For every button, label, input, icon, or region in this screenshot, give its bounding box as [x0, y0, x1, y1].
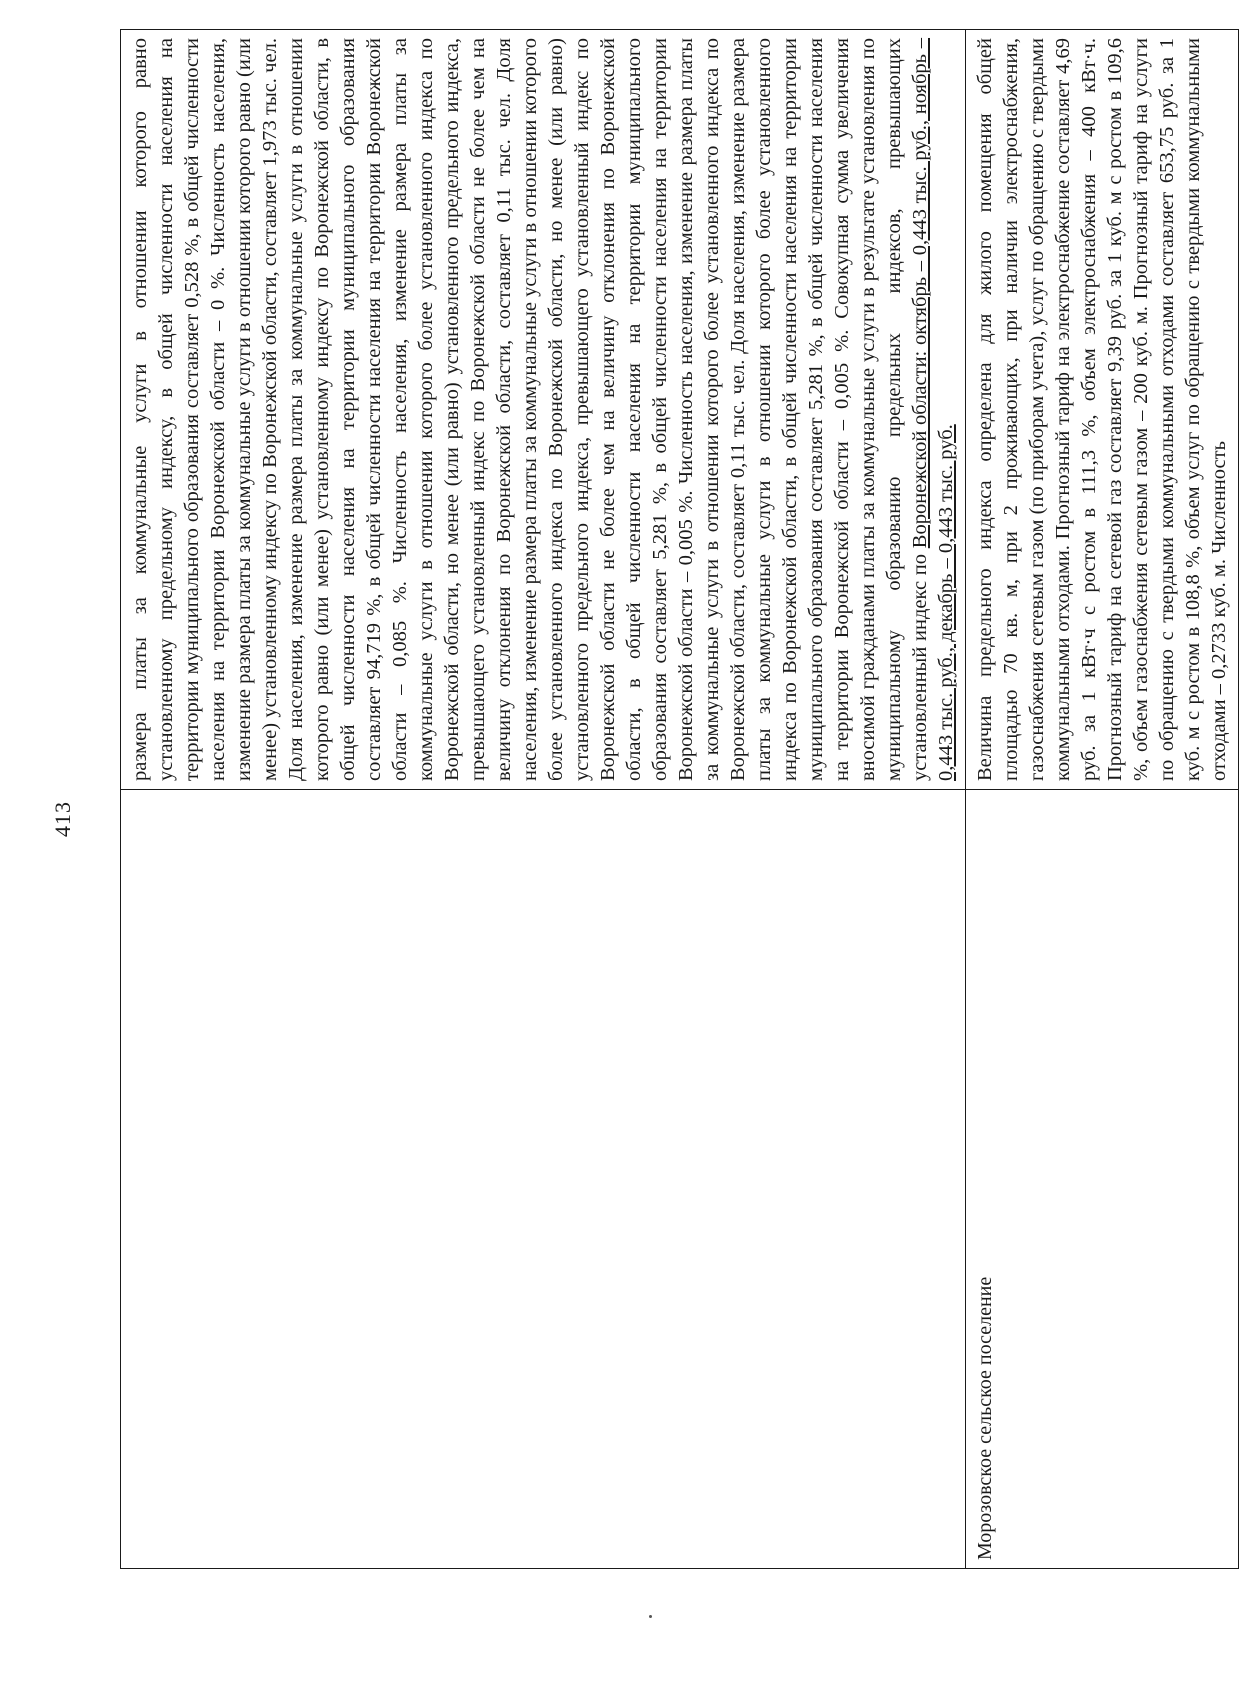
description-text-underlined: Воронежской области: октябрь – 0,443 тыс. руб., ноябрь – 0,443 тыс. руб., декабрь – 0,443 тыс. руб.: [909, 37, 957, 781]
description-cell: [121, 30, 966, 790]
description-cell: [966, 30, 1239, 790]
description-text: размера платы за коммунальные услуги в отношении которого равно установленному предельному индексу, в общей численности населения на территории муниципального образования составляет 0,528 %, в общей численности населения на территории Воронежской области – 0 %. Численность населения, изменение размера платы за коммунальные услуги в отношении которого равно (или менее) установленному индексу по Воронежской области, составляет 1,973 тыс. чел. Доля населения, изменение размера платы за коммунальные услуги в отношении которого равно (или менее) установленному индексу по Воронежской области, в общей численности населения на территории муниципального образования составляет 94,719 %, в общей численности населения на территории Воронежской области – 0,085 %. Численность населения, изменение размера платы за коммунальные услуги в отношении которого более установленного индекса по Воронежской области, но менее (или равно) установленного предельного индекса, превышающего установленный индекс по Воронежской области не более чем на величину отклонения по Воронежской области, составляет 0,11 тыс. чел. Доля населения, изменение размера платы за коммунальные услуги в отношении которого более установленного индекса по Воронежской области, но менее (или равно) установленного предельного индекса, превышающего установленный индекс по Воронежской области не более чем на величину отклонения по Воронежской области, в общей численности населения на территории муниципального образования составляет 5,281 %, в общей численности населения на территории Воронежской области – 0,005 %. Численность населения, изменение размера платы за коммунальные услуги в отношении которого более установленного индекса по Воронежской области, составляет 0,11 тыс. чел. Доля населения, изменение размера платы за коммунальные услуги в отношении которого более установленного индекса по Воронежской области, в общей численности населения на территории муниципального образования составляет 5,281 %, в общей численности населения на территории Воронежской области – 0,005 %. Совокупная сумма увеличения вносимой гражданами платы за коммунальные услуги в результате установления по муниципальному образованию предельных индексов, превышающих установленный индекс по: [129, 38, 931, 781]
rotated-page: [50, 37, 1230, 1569]
table-row: [121, 30, 966, 1569]
document-table: [120, 29, 1239, 1569]
municipality-name-cell: [121, 790, 966, 1569]
page-number: 413: [50, 801, 75, 837]
description-text: Величина предельного индекса определена для жилого помещения общей площадью 70 кв. м, при 2 проживающих, при наличии электроснабжения, газоснабжения сетевым газом (по приборам учета), услуг по обращению с твердыми коммунальными отходами. Прогнозный тариф на электроснабжение составляет 4,69 руб. за 1 кВт·ч с ростом в 111,3 %, объем электроснабжения – 400 кВт·ч. Прогнозный тариф на сетевой газ составляет 9,39 руб. за 1 куб. м с ростом в 109,6 %, объем газоснабжения сетевым газом – 200 куб. м. Прогнозный тариф на услуги по обращению с твердыми коммунальными отходами составляет 653,75 руб. за 1 куб. м с ростом в 108,8 %, объем услуг по обращению с твердыми коммунальными отходами – 0,2733 куб. м. Численность: [974, 38, 1230, 781]
table-row: [966, 30, 1239, 1569]
scan-speck: [649, 1615, 652, 1618]
municipality-name-cell: Морозовское сельское поселение: [966, 790, 1239, 1569]
